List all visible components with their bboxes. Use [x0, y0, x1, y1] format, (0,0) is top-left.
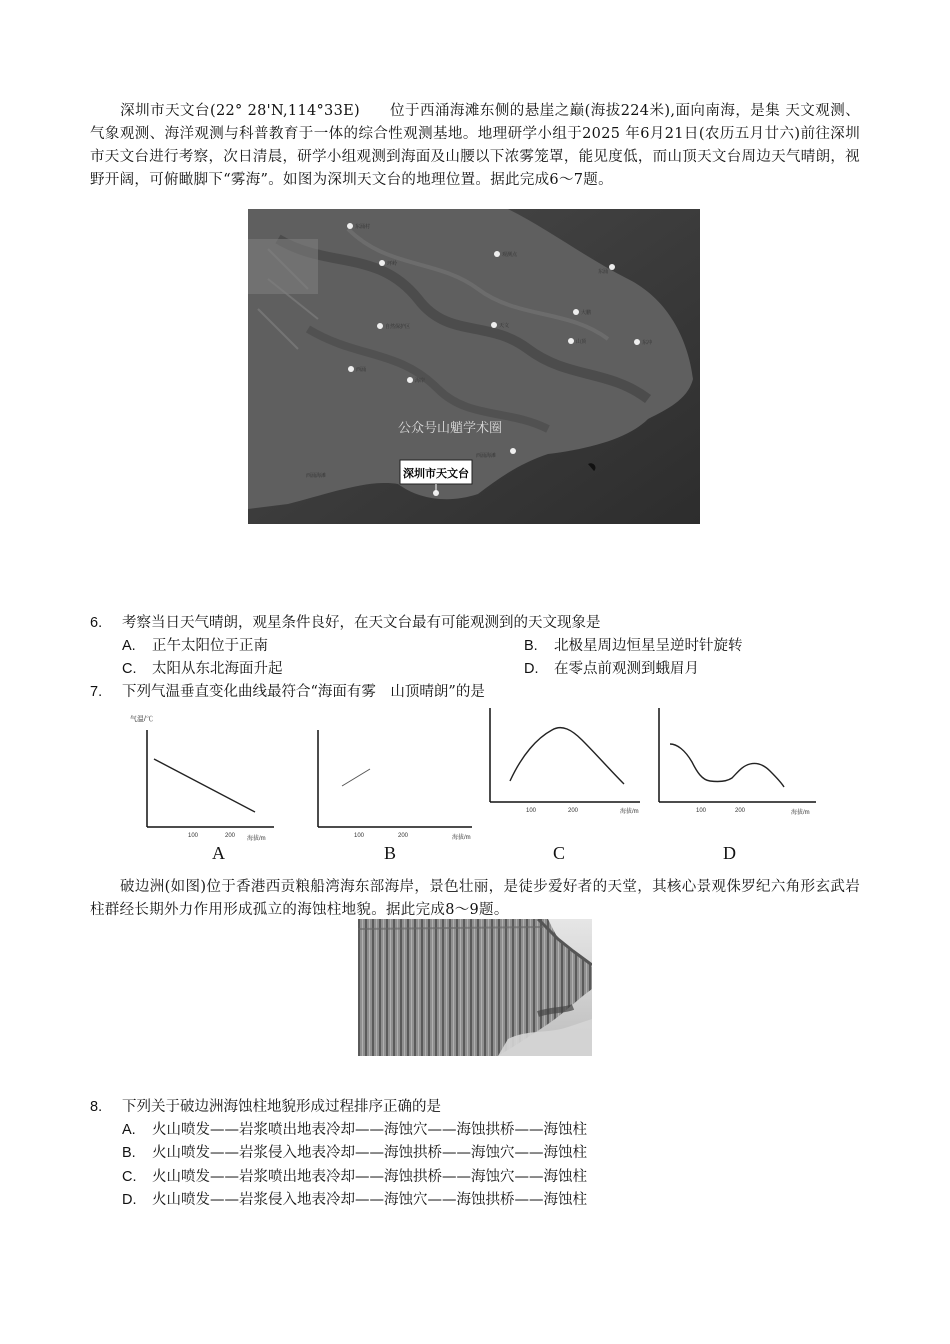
svg-text:西涌海滩: 西涌海滩: [476, 453, 497, 459]
option-letter: A.: [122, 638, 136, 654]
chart-a[interactable]: [128, 712, 278, 844]
option-text: 北极星周边恒星呈逆时针旋转: [554, 638, 743, 654]
map-watermark: 公众号山魈学术圈: [398, 421, 503, 436]
chart-c-tick-100: 100: [526, 808, 537, 814]
svg-text:西涌: 西涌: [356, 367, 367, 373]
chart-b-letter: B: [384, 843, 397, 863]
question-7-number: 7.: [90, 684, 103, 700]
svg-text:东涌村: 东涌村: [355, 224, 371, 230]
q6-option-d[interactable]: [524, 657, 699, 678]
chart-b-tick-200: 200: [398, 833, 409, 839]
intro-paragraph-2: [90, 876, 860, 922]
svg-text:自然保护区: 自然保护区: [385, 324, 411, 330]
chart-a-tick-100: 100: [188, 833, 199, 839]
question-8: [90, 1095, 441, 1116]
option-letter: B.: [122, 1145, 136, 1161]
option-letter: C.: [122, 1169, 137, 1185]
q8-option-d[interactable]: [122, 1188, 587, 1209]
intro-text-1: 深圳市天文台(22° 28'N,114°33E) 位于西涌海滩东侧的悬崖之巅(海拔224米),面向南海，是集 天文观测、气象观测、海洋观测与科普教育于一体的综合性观测基地。地理研学小组于2025 年6月21日(农历五月廿六)前往深圳市天文台进行考察，次日清晨，研学小组观测到海面及山腰以下浓雾笼罩，能见度低，而山顶天文台周边天气晴朗，视野开阔，可俯瞰脚下“雾海”。如图为深圳天文台的地理位置。据此完成6～7题。: [90, 103, 860, 188]
chart-c[interactable]: [482, 700, 642, 820]
chart-b-tick-100: 100: [354, 833, 365, 839]
option-text: 正午太阳位于正南: [152, 638, 268, 654]
chart-c-xlabel: 海拔/m: [620, 809, 639, 815]
chart-d-tick-100: 100: [696, 808, 707, 814]
svg-text:东涌: 东涌: [598, 269, 609, 275]
q8-option-b[interactable]: [122, 1141, 587, 1162]
chart-c-letter: C: [553, 843, 566, 863]
option-text: 火山喷发——岩浆侵入地表冷却——海蚀穴——海蚀拱桥——海蚀柱: [152, 1192, 587, 1208]
map-image: [248, 209, 700, 524]
chart-b[interactable]: [300, 712, 480, 844]
intro-paragraph-1: [90, 100, 860, 192]
question-6-number: 6.: [90, 615, 103, 631]
basalt-columns-photo: [358, 919, 592, 1056]
chart-c-curve: [510, 728, 624, 784]
svg-text:大鹏: 大鹏: [581, 310, 592, 316]
svg-text:天文: 天文: [499, 323, 510, 329]
question-6: [90, 611, 601, 632]
question-6-text: 考察当日天气晴朗，观星条件良好，在天文台最有可能观测到的天文现象是: [122, 615, 601, 631]
question-8-text: 下列关于破边洲海蚀柱地貌形成过程排序正确的是: [122, 1099, 441, 1115]
chart-d-tick-200: 200: [735, 808, 746, 814]
question-8-number: 8.: [90, 1099, 103, 1115]
q6-option-b[interactable]: [524, 634, 743, 655]
chart-a-curve: [154, 759, 255, 812]
chart-d-xlabel: 海拔/m: [791, 810, 810, 816]
option-text: 太阳从东北海面升起: [152, 661, 283, 677]
location-map: [248, 209, 700, 524]
svg-text:山顶: 山顶: [576, 339, 587, 345]
photo-image: [358, 919, 592, 1056]
question-7: [90, 680, 485, 701]
chart-a-letter: A: [212, 843, 225, 863]
svg-text:东冲: 东冲: [642, 340, 653, 346]
option-text: 火山喷发——岩浆喷出地表冷却——海蚀拱桥——海蚀穴——海蚀柱: [152, 1169, 587, 1185]
svg-text:观测点: 观测点: [502, 252, 518, 258]
chart-a-ylabel: 气温/℃: [130, 716, 153, 723]
question-7-text: 下列气温垂直变化曲线最符合“海面有雾 山顶晴朗”的是: [122, 684, 485, 700]
option-text: 火山喷发——岩浆侵入地表冷却——海蚀拱桥——海蚀穴——海蚀柱: [152, 1145, 587, 1161]
q6-option-c[interactable]: [122, 657, 283, 678]
map-observatory-label: 深圳市天文台: [403, 467, 469, 480]
option-text: 在零点前观测到蛾眉月: [554, 661, 699, 677]
chart-b-curve: [342, 769, 370, 786]
chart-d[interactable]: [652, 700, 822, 820]
svg-text:海岸: 海岸: [415, 378, 426, 384]
chart-c-tick-200: 200: [568, 808, 579, 814]
option-letter: D.: [122, 1192, 137, 1208]
option-letter: D.: [524, 661, 539, 677]
chart-d-letter: D: [723, 843, 736, 863]
svg-text:西涌海滩: 西涌海滩: [306, 473, 327, 479]
chart-a-tick-200: 200: [225, 833, 236, 839]
chart-d-curve: [670, 744, 784, 787]
q8-option-a[interactable]: [122, 1118, 587, 1139]
q8-option-c[interactable]: [122, 1165, 587, 1186]
q6-option-a[interactable]: [122, 634, 268, 655]
option-letter: C.: [122, 661, 137, 677]
option-text: 火山喷发——岩浆喷出地表冷却——海蚀穴——海蚀拱桥——海蚀柱: [152, 1122, 587, 1138]
chart-a-xlabel: 海拔/m: [247, 836, 266, 842]
chart-b-xlabel: 海拔/m: [452, 835, 471, 841]
svg-text:坪岭: 坪岭: [387, 261, 398, 267]
option-letter: B.: [524, 638, 538, 654]
intro-text-2: 破边洲(如图)位于香港西贡粮船湾海东部海岸，景色壮丽，是徒步爱好者的天堂，其核心景观侏罗纪六角形玄武岩柱群经长期外力作用形成孤立的海蚀柱地貌。据此完成8～9题。: [90, 879, 860, 918]
option-letter: A.: [122, 1122, 136, 1138]
